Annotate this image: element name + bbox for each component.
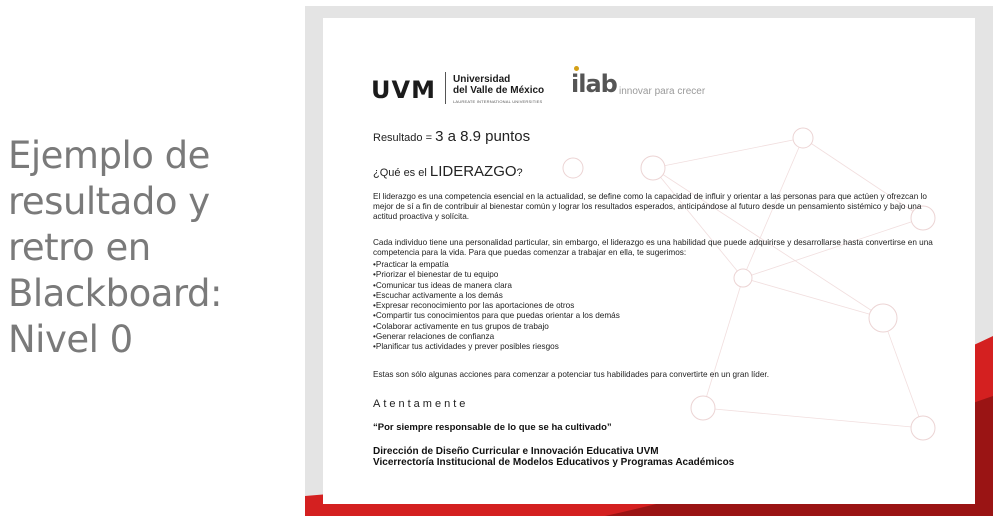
result-line <box>373 128 530 145</box>
slide-title-line: resultado y <box>8 180 210 223</box>
paragraph-definition: El liderazgo es una competencia esencial en la actualidad, se define como la capacidad de influir y orientar a las personas para que actúen y ofrezcan lo mejor de sí a fin de contribuir al bienestar común y lograr los resultados esperados, anticipándose al futuro desde un pensamiento sistémico y bajo una actitud proactiva y solícita. <box>373 192 927 221</box>
list-item: •Comunicar tus ideas de manera clara <box>373 280 512 290</box>
list-item: •Compartir tus conocimientos para que puedas orientar a los demás <box>373 311 620 321</box>
result-label: Resultado = <box>373 132 436 144</box>
slide-title-line: Ejemplo de <box>8 134 210 177</box>
department-line: Vicerrectoría Institucional de Modelos Educativos y Programas Académicos <box>373 457 735 468</box>
slide-title <box>8 133 278 363</box>
logo-bar <box>371 66 731 112</box>
uvm-logo-name <box>453 74 544 96</box>
list-item: •Planificar tus actividades y prever posibles riesgos <box>373 342 559 352</box>
slide-title-line: Blackboard: <box>8 272 222 315</box>
tips-list <box>373 260 620 353</box>
list-item: •Practicar la empatía <box>373 260 449 269</box>
uvm-name-line: del Valle de México <box>453 85 545 96</box>
question-prefix: ¿Qué es el <box>373 167 430 179</box>
slide-title-line: Nivel 0 <box>8 318 133 361</box>
paragraph-intro: Cada individuo tiene una personalidad particular, sin embargo, el liderazgo es una habilidad que puede adquirirse y desarrollarse hasta convertirse en una competencia para la vida. Para que puedas comenzar a trabajar en ella, te sugerimos: <box>373 238 933 257</box>
list-item: •Expresar reconocimiento por las aportaciones de otros <box>373 301 575 311</box>
uvm-logo: UVM <box>371 76 436 104</box>
list-item: •Escuchar activamente a los demás <box>373 290 503 300</box>
list-item: •Priorizar el bienestar de tu equipo <box>373 270 499 280</box>
result-value: 3 a 8.9 puntos <box>435 128 531 145</box>
logo-divider <box>445 72 446 104</box>
question-suffix: ? <box>516 167 523 179</box>
question-heading <box>373 163 523 180</box>
document-image <box>305 6 993 516</box>
uvm-name-line: Universidad <box>453 74 511 85</box>
ilab-logo: ilab <box>571 70 617 98</box>
signoff: Atentamente <box>373 398 469 410</box>
motto: “Por siempre responsable de lo que se ha cultivado” <box>373 422 612 433</box>
paragraph-closing: Estas son sólo algunas acciones para comenzar a potenciar tus habilidades para convertirte en un gran líder. <box>373 370 769 379</box>
list-item: •Generar relaciones de confianza <box>373 332 495 342</box>
department-line: Dirección de Diseño Curricular e Innovación Educativa UVM <box>373 446 659 457</box>
list-item: •Colaborar activamente en tus grupos de trabajo <box>373 321 549 331</box>
uvm-logo-subtitle: LAUREATE INTERNATIONAL UNIVERSITIES <box>453 99 543 104</box>
question-keyword: LIDERAZGO <box>429 163 517 180</box>
slide-title-line: retro en <box>8 226 151 269</box>
document-page <box>323 18 975 504</box>
ilab-tagline: innovar para crecer <box>619 86 706 97</box>
